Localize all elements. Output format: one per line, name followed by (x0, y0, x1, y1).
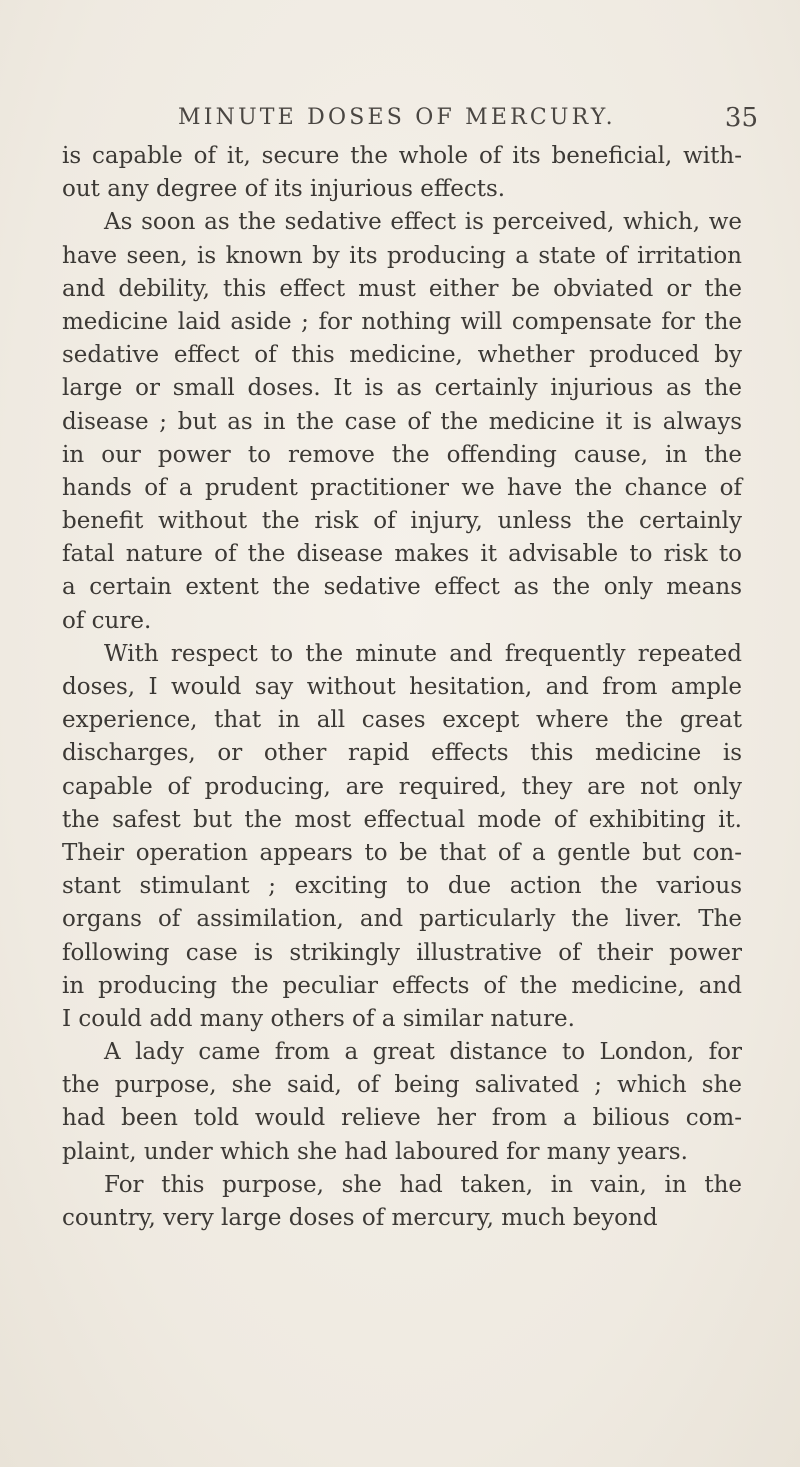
text-line: plaint, under which she had laboured for many years. (62, 1138, 688, 1165)
paragraph (62, 1169, 742, 1235)
text-line: fatal nature of the disease makes it advisable to risk to (62, 541, 742, 568)
text-line: organs of assimilation, and particularly the liver. The (62, 906, 742, 933)
text-line: doses, I would say without hesitation, and from ample (62, 674, 742, 700)
text-line: following case is strikingly illustrative of their power (62, 939, 742, 966)
text-line: As soon as the sedative effect is perceived, which, we (104, 209, 742, 236)
paragraph (62, 1036, 742, 1169)
text-line: capable of producing, are required, they are not only (62, 773, 742, 800)
text-line: country, very large doses of mercury, much beyond (62, 1205, 658, 1231)
text-line: large or small doses. It is as certainly injurious as the (62, 375, 742, 402)
text-line: disease ; but as in the case of the medicine it is always (62, 408, 742, 435)
text-line: the purpose, she said, of being salivated ; which she (62, 1072, 742, 1099)
text-line: have seen, is known by its producing a state of irritation (62, 242, 742, 269)
page-number: 35 (724, 103, 758, 133)
text-line: experience, that in all cases except where the great (62, 707, 742, 734)
text-line: of cure. (62, 607, 152, 634)
text-line: A lady came from a great distance to London, for (104, 1039, 742, 1066)
paragraph (62, 206, 742, 637)
running-head (178, 103, 758, 135)
text-line: and debility, this effect must either be obviated or the (62, 275, 742, 302)
text-line: medicine laid aside ; for nothing will compensate for the (62, 308, 742, 335)
text-line: a certain extent the sedative effect as the only means (62, 574, 742, 601)
text-line: stant stimulant ; exciting to due action the various (62, 873, 742, 900)
running-title: MINUTE DOSES OF MERCURY. (178, 105, 616, 130)
text-line: sedative effect of this medicine, whether produced by (62, 342, 742, 369)
text-line: in our power to remove the offending cause, in the (62, 441, 742, 468)
text-line: With respect to the minute and frequently repeated (104, 640, 742, 667)
text-line: I could add many others of a similar nature. (62, 1005, 575, 1032)
text-line: hands of a prudent practitioner we have the chance of (62, 474, 742, 501)
text-line: the safest but the most effectual mode of exhibiting it. (62, 806, 742, 833)
text-line: For this purpose, she had taken, in vain, in the (104, 1171, 742, 1198)
paragraph (62, 638, 742, 1036)
text-line: out any degree of its injurious effects. (62, 176, 506, 203)
text-line: discharges, or other rapid effects this medicine is (62, 740, 742, 767)
text-line: is capable of it, secure the whole of its beneficial, with- (62, 143, 742, 169)
text-line: in producing the peculiar effects of the medicine, and (62, 972, 742, 999)
text-line: had been told would relieve her from a bilious com- (62, 1105, 742, 1132)
text-line: benefit without the risk of injury, unless the certainly (62, 508, 742, 535)
text-line: Their operation appears to be that of a gentle but con- (62, 839, 742, 866)
paragraph (62, 140, 742, 206)
body-text (62, 140, 742, 1235)
